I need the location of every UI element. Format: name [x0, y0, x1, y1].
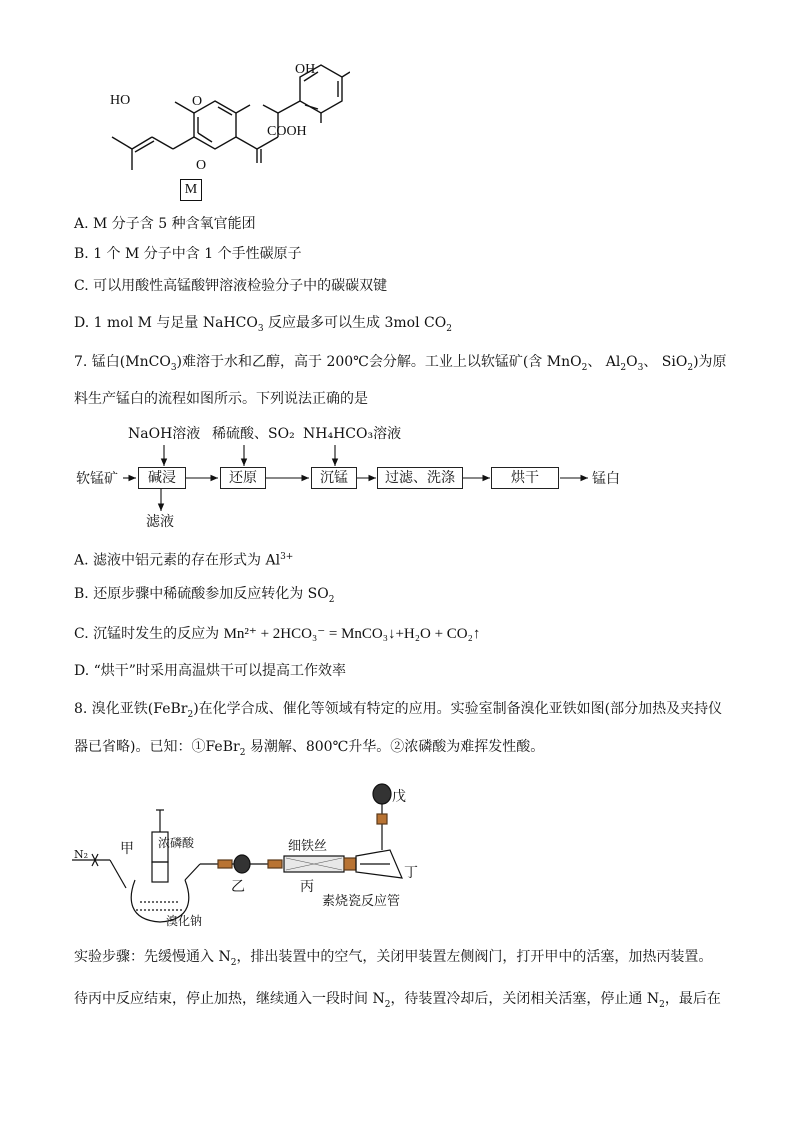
label-bing: 丙: [300, 879, 314, 895]
q7-stem-line2: 料生产锰白的流程如图所示。下列说法正确的是: [74, 391, 368, 407]
label-iron-wire: 细铁丝: [288, 839, 328, 854]
reagent-acid-so2: 稀硫酸、SO₂: [212, 426, 295, 442]
compound-m-label: M: [180, 179, 202, 201]
step-precipitate: 沉锰: [311, 467, 357, 489]
reagent-nh4hco3: NH₄HCO₃溶液: [303, 426, 402, 442]
q6-option-d: D. 1 mol M 与足量 NaHCO$_3$ 反应最多可以生成 3mol $CO_2$: [74, 315, 452, 334]
ho-group-label: HO: [110, 93, 131, 108]
reagent-naoh: NaOH溶液: [128, 426, 201, 442]
label-ding: 丁: [404, 865, 418, 881]
q7-option-a: A. 滤液中铝元素的存在形式为 $Al^{3+}$: [74, 552, 294, 569]
q7-option-b: B. 还原步骤中稀硫酸参加反应转化为 $SO_2$: [74, 586, 335, 605]
q7-option-c: C. 沉锰时发生的反应为 Mn²⁺ + 2HCO₃⁻ = MnCO₃↓+H₂O + CO₂↑: [74, 626, 481, 642]
input-pyrolusite: 软锰矿: [76, 471, 118, 487]
cooh-group-label: COOH: [267, 124, 307, 139]
label-phosphoric-acid: 浓磷酸: [158, 836, 195, 850]
q8-stem-line1: 8. 溴化亚铁(FeBr$_2$)在化学合成、催化等领域有特定的应用。实验室制备溴化亚铁如图(部分加热及夹持仪: [74, 701, 723, 720]
step-reduction: 还原: [220, 467, 266, 489]
q6-option-c: C. 可以用酸性高锰酸钾溶液检验分子中的碳碳双键: [74, 278, 388, 294]
label-yi: 乙: [231, 879, 245, 895]
ring-oxygen-label: O: [192, 94, 203, 109]
label-ceramic-tube: 素烧瓷反应管: [322, 894, 401, 909]
label-n2: N₂: [74, 848, 89, 861]
oh-group-label: OH: [295, 62, 316, 77]
q8-steps-line2: 待丙中反应结束，停止加热，继续通入一段时间 $N_2$，待装置冷却后，关闭相关活塞，停止通 $N_2$，最后在: [74, 991, 721, 1010]
carbonyl-oxygen-label: O: [196, 158, 207, 173]
q7-stem-line1: 7. 锰白(MnCO$_3$)难溶于水和乙醇，高于 200℃会分解。工业上以软锰矿(含 MnO$_2$、 $Al_2O_3$、 SiO$_2$)为原: [74, 354, 727, 373]
q8-stem-line2: 器已省略)。已知：①FeBr$_2$ 易潮解、800℃升华。②浓磷酸为难挥发性酸。: [74, 739, 545, 758]
label-sodium-bromide: 溴化钠: [166, 914, 203, 928]
q7-option-d: D. “烘干”时采用高温烘干可以提高工作效率: [74, 663, 346, 679]
label-wu: 戊: [392, 789, 406, 805]
q8-steps-line1: 实验步骤：先缓慢通入 $N_2$，排出装置中的空气，关闭甲装置左侧阀门，打开甲中的活塞，加热丙装置。: [74, 949, 713, 968]
step-dry: 烘干: [491, 467, 559, 489]
step-alkali-leach: 碱浸: [138, 467, 186, 489]
label-jia: 甲: [120, 841, 134, 857]
waste-filtrate: 滤液: [146, 514, 174, 530]
step-filter-wash: 过滤、洗涤: [377, 467, 463, 489]
q6-option-a: A. M 分子含 5 种含氧官能团: [74, 216, 256, 232]
output-mn-white: 锰白: [592, 471, 620, 487]
q6-option-b: B. 1 个 M 分子中含 1 个手性碳原子: [74, 246, 302, 262]
